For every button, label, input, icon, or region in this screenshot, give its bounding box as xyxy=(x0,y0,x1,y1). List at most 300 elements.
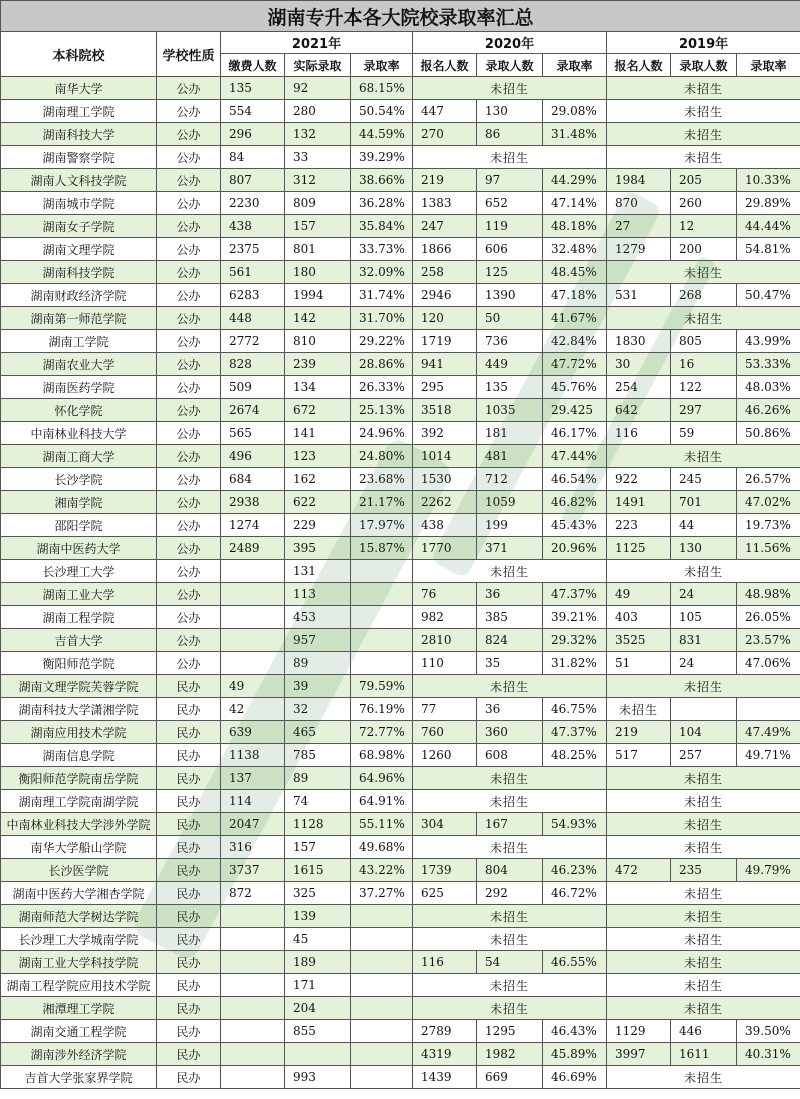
cell-2021: 31.74% xyxy=(351,284,413,307)
not-recruited-cell: 未招生 xyxy=(413,77,607,100)
cell-2020: 42.84% xyxy=(543,330,607,353)
cell-2019: 116 xyxy=(607,422,671,445)
school-name-cell: 湖南警察学院 xyxy=(1,146,157,169)
not-recruited-cell: 未招生 xyxy=(413,146,607,169)
not-recruited-cell: 未招生 xyxy=(607,123,800,146)
not-recruited-cell: 未招生 xyxy=(607,836,800,859)
table-row xyxy=(1,744,800,767)
cell-2020: 54.93% xyxy=(543,813,607,836)
school-type-cell: 公办 xyxy=(157,376,221,399)
cell-2021: 49 xyxy=(221,675,285,698)
school-name-cell: 衡阳师范学院 xyxy=(1,652,157,675)
school-name-cell: 长沙理工大学城南学院 xyxy=(1,928,157,951)
cell-2021: 204 xyxy=(285,997,351,1020)
cell-2020: 47.72% xyxy=(543,353,607,376)
cell-2021 xyxy=(221,905,285,928)
not-recruited-cell: 未招生 xyxy=(413,790,607,813)
cell-2020: 45.76% xyxy=(543,376,607,399)
table-row xyxy=(1,353,800,376)
school-name-cell: 湖南城市学院 xyxy=(1,192,157,215)
table-row xyxy=(1,629,800,652)
cell-2021: 139 xyxy=(285,905,351,928)
not-recruited-cell: 未招生 xyxy=(607,675,800,698)
cell-2021: 135 xyxy=(221,77,285,100)
cell-2019: 1611 xyxy=(671,1043,737,1066)
cell-2021 xyxy=(351,974,413,997)
table-row xyxy=(1,514,800,537)
not-recruited-cell: 未招生 xyxy=(413,767,607,790)
cell-2021: 828 xyxy=(221,353,285,376)
school-name-cell: 吉首大学张家界学院 xyxy=(1,1066,157,1089)
cell-2021 xyxy=(351,606,413,629)
cell-2021 xyxy=(351,652,413,675)
cell-2020: 669 xyxy=(477,1066,543,1089)
cell-2021 xyxy=(351,951,413,974)
cell-2021: 157 xyxy=(285,836,351,859)
table-row xyxy=(1,123,800,146)
cell-2021 xyxy=(221,928,285,951)
cell-2019: 200 xyxy=(671,238,737,261)
school-type-cell: 公办 xyxy=(157,330,221,353)
cell-2021: 36.28% xyxy=(351,192,413,215)
cell-2019: 219 xyxy=(607,721,671,744)
cell-2020: 3518 xyxy=(413,399,477,422)
cell-2021: 142 xyxy=(285,307,351,330)
school-type-cell: 公办 xyxy=(157,192,221,215)
cell-2020: 447 xyxy=(413,100,477,123)
cell-2021: 17.97% xyxy=(351,514,413,537)
cell-2020: 219 xyxy=(413,169,477,192)
school-type-cell: 公办 xyxy=(157,537,221,560)
cell-2021: 395 xyxy=(285,537,351,560)
cell-2020: 35 xyxy=(477,652,543,675)
cell-2021: 1274 xyxy=(221,514,285,537)
cell-2021: 45 xyxy=(285,928,351,951)
cell-2020: 438 xyxy=(413,514,477,537)
cell-2020: 46.54% xyxy=(543,468,607,491)
school-name-cell: 湖南信息学院 xyxy=(1,744,157,767)
cell-2021: 157 xyxy=(285,215,351,238)
cell-2019: 27 xyxy=(607,215,671,238)
not-recruited-cell: 未招生 xyxy=(607,100,800,123)
cell-2021: 35.84% xyxy=(351,215,413,238)
cell-2020: 50 xyxy=(477,307,543,330)
school-name-cell: 湖南财政经济学院 xyxy=(1,284,157,307)
cell-2020: 119 xyxy=(477,215,543,238)
cell-2019: 403 xyxy=(607,606,671,629)
cell-2021: 72.77% xyxy=(351,721,413,744)
not-recruited-cell: 未招生 xyxy=(413,997,607,1020)
cell-2019: 235 xyxy=(671,859,737,882)
school-type-cell: 公办 xyxy=(157,560,221,583)
cell-2021: 76.19% xyxy=(351,698,413,721)
table-row xyxy=(1,169,800,192)
school-type-cell: 公办 xyxy=(157,491,221,514)
cell-2021 xyxy=(221,997,285,1020)
school-name-cell: 湖南文理学院芙蓉学院 xyxy=(1,675,157,698)
cell-2021 xyxy=(221,583,285,606)
school-name-cell: 湖南人文科技学院 xyxy=(1,169,157,192)
cell-2019: 870 xyxy=(607,192,671,215)
school-type-cell: 公办 xyxy=(157,77,221,100)
cell-2020: 31.82% xyxy=(543,652,607,675)
cell-2021: 496 xyxy=(221,445,285,468)
cell-2021: 89 xyxy=(285,767,351,790)
cell-2021: 438 xyxy=(221,215,285,238)
cell-2020: 32.48% xyxy=(543,238,607,261)
cell-2020: 48.25% xyxy=(543,744,607,767)
cell-2021 xyxy=(351,583,413,606)
table-row xyxy=(1,905,800,928)
cell-2021 xyxy=(221,1066,285,1089)
cell-2021: 785 xyxy=(285,744,351,767)
cell-2020: 608 xyxy=(477,744,543,767)
cell-2020: 47.18% xyxy=(543,284,607,307)
table-row xyxy=(1,859,800,882)
school-name-cell: 怀化学院 xyxy=(1,399,157,422)
table-row xyxy=(1,652,800,675)
cell-2019: 47.02% xyxy=(737,491,800,514)
cell-2021: 89 xyxy=(285,652,351,675)
not-recruited-cell: 未招生 xyxy=(607,928,800,951)
school-name-cell: 湖南科技大学潇湘学院 xyxy=(1,698,157,721)
table-row xyxy=(1,882,800,905)
cell-2019: 922 xyxy=(607,468,671,491)
cell-2020: 760 xyxy=(413,721,477,744)
cell-2021: 453 xyxy=(285,606,351,629)
cell-2021: 32.09% xyxy=(351,261,413,284)
cell-2020: 29.425 xyxy=(543,399,607,422)
cell-2020: 385 xyxy=(477,606,543,629)
cell-2021: 189 xyxy=(285,951,351,974)
not-recruited-cell: 未招生 xyxy=(607,146,800,169)
table-row xyxy=(1,951,800,974)
cell-2020: 1866 xyxy=(413,238,477,261)
cell-2020: 46.82% xyxy=(543,491,607,514)
cell-2021: 39.29% xyxy=(351,146,413,169)
title-row xyxy=(1,1,800,32)
cell-2021: 74 xyxy=(285,790,351,813)
school-name-cell: 湖南应用技术学院 xyxy=(1,721,157,744)
school-name-cell: 湖南科技大学 xyxy=(1,123,157,146)
cell-2021: 162 xyxy=(285,468,351,491)
cell-2019: 1129 xyxy=(607,1020,671,1043)
school-name-cell: 南华大学 xyxy=(1,77,157,100)
cell-2020: 360 xyxy=(477,721,543,744)
cell-2021 xyxy=(221,974,285,997)
cell-2021: 37.27% xyxy=(351,882,413,905)
cell-2021 xyxy=(351,1066,413,1089)
cell-2020: 1035 xyxy=(477,399,543,422)
cell-2019: 26.57% xyxy=(737,468,800,491)
cell-2021 xyxy=(221,560,285,583)
cell-2021: 43.22% xyxy=(351,859,413,882)
cell-2020: 1295 xyxy=(477,1020,543,1043)
school-type-cell: 民办 xyxy=(157,1020,221,1043)
col-2021-admitted: 实际录取 xyxy=(285,54,351,77)
col-2021-rate: 录取率 xyxy=(351,54,413,77)
cell-2019: 54.81% xyxy=(737,238,800,261)
cell-2019: 1830 xyxy=(607,330,671,353)
cell-2021: 229 xyxy=(285,514,351,537)
cell-2020: 295 xyxy=(413,376,477,399)
cell-2019: 701 xyxy=(671,491,737,514)
cell-2019: 205 xyxy=(671,169,737,192)
cell-2019: 642 xyxy=(607,399,671,422)
cell-2021: 2047 xyxy=(221,813,285,836)
cell-2021: 68.15% xyxy=(351,77,413,100)
school-name-cell: 湖南文理学院 xyxy=(1,238,157,261)
cell-2019: 49 xyxy=(607,583,671,606)
cell-2021: 171 xyxy=(285,974,351,997)
cell-2021: 325 xyxy=(285,882,351,905)
cell-2019: 831 xyxy=(671,629,737,652)
cell-2020: 97 xyxy=(477,169,543,192)
table-row xyxy=(1,100,800,123)
cell-2021 xyxy=(221,1020,285,1043)
cell-2019: 446 xyxy=(671,1020,737,1043)
cell-2020: 48.18% xyxy=(543,215,607,238)
cell-2021 xyxy=(221,606,285,629)
cell-2021: 79.59% xyxy=(351,675,413,698)
not-recruited-cell: 未招生 xyxy=(607,307,800,330)
cell-2021: 316 xyxy=(221,836,285,859)
cell-2020: 292 xyxy=(477,882,543,905)
not-recruited-cell: 未招生 xyxy=(413,905,607,928)
cell-2021: 21.17% xyxy=(351,491,413,514)
cell-2020: 86 xyxy=(477,123,543,146)
col-2019-rate: 录取率 xyxy=(737,54,800,77)
cell-2021: 50.54% xyxy=(351,100,413,123)
not-recruited-cell: 未招生 xyxy=(413,836,607,859)
school-type-cell: 民办 xyxy=(157,905,221,928)
cell-2021: 810 xyxy=(285,330,351,353)
cell-2020: 481 xyxy=(477,445,543,468)
cell-2019: 531 xyxy=(607,284,671,307)
school-name-cell: 湖南中医药大学湘杏学院 xyxy=(1,882,157,905)
cell-2020: 2262 xyxy=(413,491,477,514)
cell-2019: 1984 xyxy=(607,169,671,192)
school-type-cell: 民办 xyxy=(157,767,221,790)
cell-2020: 47.44% xyxy=(543,445,607,468)
cell-2021: 280 xyxy=(285,100,351,123)
cell-2020: 2946 xyxy=(413,284,477,307)
col-2021-paid: 缴费人数 xyxy=(221,54,285,77)
table-row xyxy=(1,583,800,606)
cell-2020: 45.43% xyxy=(543,514,607,537)
cell-2021: 25.13% xyxy=(351,399,413,422)
cell-2020: 449 xyxy=(477,353,543,376)
table-row xyxy=(1,192,800,215)
cell-2019: 1491 xyxy=(607,491,671,514)
school-type-cell: 公办 xyxy=(157,353,221,376)
table-row xyxy=(1,790,800,813)
cell-2019: 48.98% xyxy=(737,583,800,606)
year-2021-header: 2021年 xyxy=(221,32,413,54)
cell-2021 xyxy=(351,1020,413,1043)
cell-2019: 47.06% xyxy=(737,652,800,675)
cell-2020: 120 xyxy=(413,307,477,330)
school-name-cell: 湖南理工学院南湖学院 xyxy=(1,790,157,813)
cell-2021: 872 xyxy=(221,882,285,905)
school-type-cell: 民办 xyxy=(157,744,221,767)
cell-2020: 39.21% xyxy=(543,606,607,629)
cell-2020: 47.37% xyxy=(543,721,607,744)
not-recruited-cell: 未招生 xyxy=(607,560,800,583)
cell-2020: 270 xyxy=(413,123,477,146)
cell-2020: 1059 xyxy=(477,491,543,514)
cell-2020: 46.75% xyxy=(543,698,607,721)
cell-2021: 2772 xyxy=(221,330,285,353)
cell-2019: 24 xyxy=(671,583,737,606)
school-name-cell: 湖南女子学院 xyxy=(1,215,157,238)
cell-2020: 167 xyxy=(477,813,543,836)
school-type-cell: 民办 xyxy=(157,721,221,744)
cell-2020: 625 xyxy=(413,882,477,905)
cell-2019: 51 xyxy=(607,652,671,675)
cell-2020: 712 xyxy=(477,468,543,491)
cell-2021 xyxy=(351,997,413,1020)
table-row xyxy=(1,399,800,422)
school-name-cell: 吉首大学 xyxy=(1,629,157,652)
cell-2020: 31.48% xyxy=(543,123,607,146)
school-type-cell: 民办 xyxy=(157,790,221,813)
school-type-cell: 民办 xyxy=(157,859,221,882)
cell-2019: 3997 xyxy=(607,1043,671,1066)
cell-2019: 53.33% xyxy=(737,353,800,376)
school-name-cell: 湖南工业大学科技学院 xyxy=(1,951,157,974)
cell-2021: 64.91% xyxy=(351,790,413,813)
table-row xyxy=(1,330,800,353)
school-name-cell: 湖南医药学院 xyxy=(1,376,157,399)
cell-2019: 48.03% xyxy=(737,376,800,399)
cell-2019: 1125 xyxy=(607,537,671,560)
cell-2020: 392 xyxy=(413,422,477,445)
cell-2020: 371 xyxy=(477,537,543,560)
cell-2019: 24 xyxy=(671,652,737,675)
school-name-cell: 湖南工程学院应用技术学院 xyxy=(1,974,157,997)
cell-2021 xyxy=(221,1043,285,1066)
cell-2019: 40.31% xyxy=(737,1043,800,1066)
cell-2020: 1982 xyxy=(477,1043,543,1066)
cell-2021: 807 xyxy=(221,169,285,192)
cell-2020: 47.37% xyxy=(543,583,607,606)
school-name-cell: 南华大学船山学院 xyxy=(1,836,157,859)
cell-2021: 2230 xyxy=(221,192,285,215)
school-name-cell: 湖南师范大学树达学院 xyxy=(1,905,157,928)
year-2020-header: 2020年 xyxy=(413,32,607,54)
cell-2021: 6283 xyxy=(221,284,285,307)
not-recruited-cell: 未招生 xyxy=(607,997,800,1020)
table-row xyxy=(1,445,800,468)
table-row xyxy=(1,560,800,583)
table-row xyxy=(1,468,800,491)
cell-2021: 113 xyxy=(285,583,351,606)
cell-2019: 105 xyxy=(671,606,737,629)
cell-2019: 44.44% xyxy=(737,215,800,238)
cell-2020: 46.55% xyxy=(543,951,607,974)
cell-2020: 4319 xyxy=(413,1043,477,1066)
cell-2021: 180 xyxy=(285,261,351,284)
school-name-cell: 湘潭理工学院 xyxy=(1,997,157,1020)
cell-2021: 29.22% xyxy=(351,330,413,353)
cell-2019: 11.56% xyxy=(737,537,800,560)
cell-2019: 297 xyxy=(671,399,737,422)
cell-2021: 131 xyxy=(285,560,351,583)
cell-2020: 652 xyxy=(477,192,543,215)
cell-2021: 2489 xyxy=(221,537,285,560)
cell-2021: 801 xyxy=(285,238,351,261)
cell-2021: 561 xyxy=(221,261,285,284)
school-name-cell: 中南林业科技大学涉外学院 xyxy=(1,813,157,836)
school-name-cell: 湖南涉外经济学院 xyxy=(1,1043,157,1066)
cell-2021: 39 xyxy=(285,675,351,698)
cell-2021 xyxy=(351,905,413,928)
school-type-cell: 民办 xyxy=(157,882,221,905)
cell-2019: 50.47% xyxy=(737,284,800,307)
school-name-cell: 湖南农业大学 xyxy=(1,353,157,376)
table-row xyxy=(1,1020,800,1043)
cell-2020: 44.29% xyxy=(543,169,607,192)
cell-2021 xyxy=(351,629,413,652)
cell-2021: 24.96% xyxy=(351,422,413,445)
school-name-cell: 长沙学院 xyxy=(1,468,157,491)
cell-2020: 46.43% xyxy=(543,1020,607,1043)
not-recruited-cell: 未招生 xyxy=(413,560,607,583)
cell-2021: 509 xyxy=(221,376,285,399)
table-row xyxy=(1,77,800,100)
cell-2021: 1615 xyxy=(285,859,351,882)
cell-2021: 1994 xyxy=(285,284,351,307)
cell-2019: 16 xyxy=(671,353,737,376)
cell-2020: 1739 xyxy=(413,859,477,882)
cell-2021: 448 xyxy=(221,307,285,330)
table-row xyxy=(1,721,800,744)
not-recruited-cell: 未招生 xyxy=(607,974,800,997)
not-recruited-cell: 未招生 xyxy=(607,261,800,284)
school-type-cell: 公办 xyxy=(157,422,221,445)
cell-2019: 49.71% xyxy=(737,744,800,767)
cell-2021: 554 xyxy=(221,100,285,123)
table-row xyxy=(1,238,800,261)
table-row xyxy=(1,376,800,399)
school-type-cell: 民办 xyxy=(157,836,221,859)
cell-2021: 28.86% xyxy=(351,353,413,376)
cell-2021: 84 xyxy=(221,146,285,169)
cell-2021 xyxy=(351,928,413,951)
cell-2021: 809 xyxy=(285,192,351,215)
school-name-cell: 湘南学院 xyxy=(1,491,157,514)
cell-2021: 32 xyxy=(285,698,351,721)
cell-2021: 38.66% xyxy=(351,169,413,192)
cell-2021: 465 xyxy=(285,721,351,744)
cell-2021: 2938 xyxy=(221,491,285,514)
school-name-cell: 湖南中医药大学 xyxy=(1,537,157,560)
cell-2019: 59 xyxy=(671,422,737,445)
cell-2021: 622 xyxy=(285,491,351,514)
table-row xyxy=(1,537,800,560)
cell-2021: 1128 xyxy=(285,813,351,836)
school-type-cell: 民办 xyxy=(157,1066,221,1089)
cell-2020: 77 xyxy=(413,698,477,721)
cell-2021: 33 xyxy=(285,146,351,169)
cell-2021: 68.98% xyxy=(351,744,413,767)
cell-2021: 672 xyxy=(285,399,351,422)
school-type-cell: 公办 xyxy=(157,468,221,491)
table-row xyxy=(1,675,800,698)
col-2020-applicants: 报名人数 xyxy=(413,54,477,77)
school-type-cell: 公办 xyxy=(157,399,221,422)
